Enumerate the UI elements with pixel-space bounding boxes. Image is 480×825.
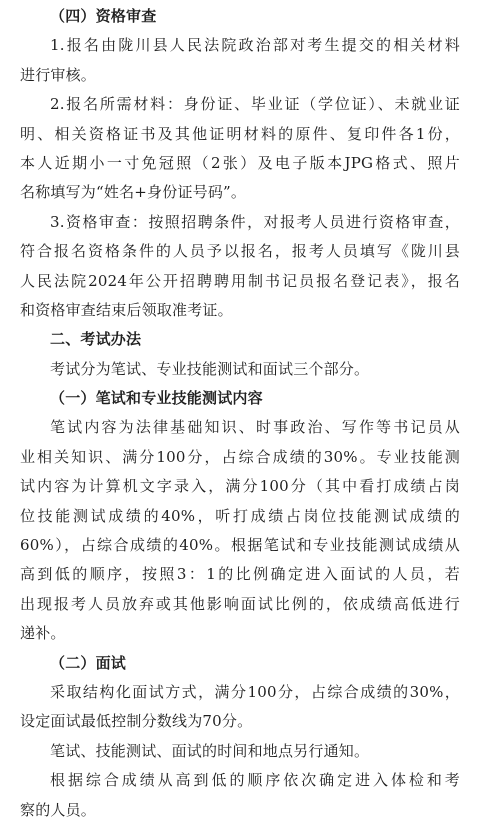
paragraph-line: 考试分为笔试、专业技能测试和面试三个部分。	[50, 359, 370, 378]
paragraph-line: 本人近期小一寸免冠照（2张）及电子版本JPG格式、照片	[20, 153, 460, 172]
paragraph-line: 进行审核。	[20, 65, 97, 84]
paragraph-line: 符合报名资格条件的人员予以报名，报考人员填写《陇川县	[20, 242, 460, 261]
subsection-heading-interview: （二）面试	[50, 653, 127, 672]
paragraph-line: 明、相关资格证书及其他证明材料的原件、复印件各1份，	[20, 124, 460, 143]
paragraph-line: 笔试、技能测试、面试的时间和地点另行通知。	[50, 741, 370, 760]
subsection-heading-written-skill-test: （一）笔试和专业技能测试内容	[50, 389, 263, 408]
paragraph-line: 笔试内容为法律基础知识、时事政治、写作等书记员从	[50, 418, 460, 437]
paragraph-line: 3.资格审查：按照招聘条件，对报考人员进行资格审查，	[50, 212, 460, 231]
paragraph-line: 采取结构化面试方式，满分100分，占综合成绩的30%，	[50, 682, 460, 701]
paragraph-line: 和资格审查结束后领取准考证。	[20, 300, 233, 319]
paragraph-line: 2.报名所需材料：身份证、毕业证（学位证）、未就业证	[50, 95, 460, 114]
paragraph-line: 试内容为计算机文字录入，满分100分（其中看打成绩占岗	[20, 477, 460, 496]
paragraph-line: 名称填写为“姓名+身份证号码”。	[20, 183, 247, 202]
paragraph-line: 递补。	[20, 624, 66, 643]
paragraph-line: 高到低的顺序，按照3：1的比例确定进入面试的人员，若	[20, 565, 460, 584]
paragraph-line: 根据综合成绩从高到低的顺序依次确定进入体检和考	[50, 771, 460, 790]
paragraph-line: 察的人员。	[20, 800, 97, 819]
paragraph-line: 业相关知识、满分100分，占综合成绩的30%。专业技能测	[20, 447, 460, 466]
paragraph-line: 1.报名由陇川县人民法院政治部对考生提交的相关材料	[50, 36, 460, 55]
paragraph-line: 位技能测试成绩的40%，听打成绩占岗位技能测试成绩的	[20, 506, 460, 525]
paragraph-line: 60%），占综合成绩的40%。根据笔试和专业技能测试成绩从	[20, 536, 460, 555]
paragraph-line: 设定面试最低控制分数线为70分。	[20, 712, 253, 731]
section-heading-qualification-review: （四）资格审查	[50, 7, 157, 25]
section-heading-exam-methods: 二、考试办法	[50, 330, 142, 349]
paragraph-line: 人民法院2024年公开招聘聘用制书记员报名登记表》，报名	[20, 271, 460, 290]
paragraph-line: 出现报考人员放弃或其他影响面试比例的，依成绩高低进行	[20, 594, 460, 613]
